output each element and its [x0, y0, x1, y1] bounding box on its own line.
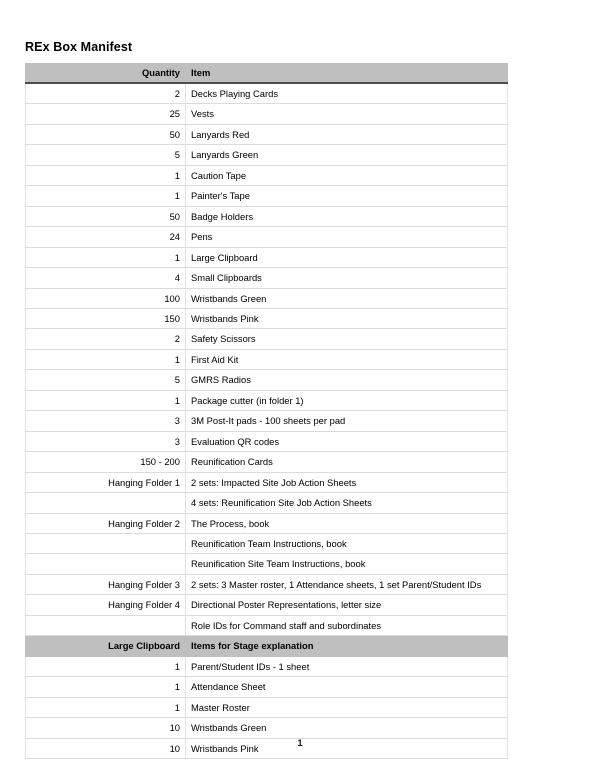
- table-row: [26, 656, 508, 676]
- cell-quantity: 2: [26, 329, 186, 349]
- table-row: [26, 370, 508, 390]
- cell-item: Wristbands Green: [186, 288, 508, 308]
- table-body: [26, 83, 508, 758]
- cell-item: Large Clipboard: [186, 247, 508, 267]
- table-row: [26, 206, 508, 226]
- column-header-item: Item: [186, 64, 508, 84]
- cell-quantity: 50: [26, 206, 186, 226]
- cell-item: 3M Post-It pads - 100 sheets per pad: [186, 411, 508, 431]
- cell-quantity: 1: [26, 186, 186, 206]
- cell-quantity: 100: [26, 288, 186, 308]
- cell-quantity: 150 - 200: [26, 452, 186, 472]
- table-row: [26, 268, 508, 288]
- cell-item: Wristbands Pink: [186, 308, 508, 328]
- cell-quantity: 2: [26, 83, 186, 104]
- table-row: [26, 718, 508, 738]
- column-header-quantity: Quantity: [26, 64, 186, 84]
- cell-item: Wristbands Pink: [186, 738, 508, 758]
- cell-quantity: 1: [26, 390, 186, 410]
- cell-item: Lanyards Green: [186, 145, 508, 165]
- cell-item: Badge Holders: [186, 206, 508, 226]
- cell-item: 4 sets: Reunification Site Job Action Sheets: [186, 493, 508, 513]
- cell-item: Reunification Site Team Instructions, book: [186, 554, 508, 574]
- cell-item: First Aid Kit: [186, 349, 508, 369]
- cell-quantity: 24: [26, 227, 186, 247]
- table-row: [26, 472, 508, 492]
- cell-quantity: 1: [26, 677, 186, 697]
- table-row: [26, 452, 508, 472]
- cell-item: Directional Poster Representations, letter size: [186, 595, 508, 615]
- cell-quantity: 3: [26, 411, 186, 431]
- cell-item: Reunification Team Instructions, book: [186, 533, 508, 553]
- cell-item: Lanyards Red: [186, 124, 508, 144]
- table-row: [26, 554, 508, 574]
- cell-quantity: 3: [26, 431, 186, 451]
- cell-item: 2 sets: 3 Master roster, 1 Attendance sheets, 1 set Parent/Student IDs: [186, 574, 508, 594]
- cell-item: Attendance Sheet: [186, 677, 508, 697]
- cell-quantity: [26, 554, 186, 574]
- table-section-row: [26, 636, 508, 656]
- cell-quantity: Hanging Folder 1: [26, 472, 186, 492]
- cell-quantity: 4: [26, 268, 186, 288]
- cell-item: Small Clipboards: [186, 268, 508, 288]
- cell-quantity: 1: [26, 697, 186, 717]
- table-row: [26, 83, 508, 104]
- cell-quantity: Hanging Folder 3: [26, 574, 186, 594]
- cell-item: Pens: [186, 227, 508, 247]
- cell-quantity: [26, 615, 186, 635]
- cell-item: Parent/Student IDs - 1 sheet: [186, 656, 508, 676]
- cell-item: Role IDs for Command staff and subordinates: [186, 615, 508, 635]
- table-row: [26, 124, 508, 144]
- table-row: [26, 533, 508, 553]
- table-row: [26, 145, 508, 165]
- cell-quantity: 1: [26, 165, 186, 185]
- table-row: [26, 247, 508, 267]
- cell-item: Wristbands Green: [186, 718, 508, 738]
- table-row: [26, 431, 508, 451]
- cell-quantity: Hanging Folder 2: [26, 513, 186, 533]
- table-row: [26, 493, 508, 513]
- table-row: [26, 104, 508, 124]
- cell-item: Master Roster: [186, 697, 508, 717]
- cell-item: Reunification Cards: [186, 452, 508, 472]
- table-row: [26, 308, 508, 328]
- table-row: [26, 227, 508, 247]
- table-row: [26, 349, 508, 369]
- cell-quantity: 5: [26, 370, 186, 390]
- cell-quantity: 1: [26, 656, 186, 676]
- cell-quantity: 50: [26, 124, 186, 144]
- cell-item: Evaluation QR codes: [186, 431, 508, 451]
- cell-quantity: 5: [26, 145, 186, 165]
- page-title: REx Box Manifest: [25, 40, 133, 54]
- table-row: [26, 513, 508, 533]
- cell-item: Vests: [186, 104, 508, 124]
- table-row: [26, 288, 508, 308]
- cell-quantity: 1: [26, 247, 186, 267]
- cell-quantity: [26, 533, 186, 553]
- cell-quantity: 10: [26, 718, 186, 738]
- table-head: [26, 64, 508, 84]
- cell-item: Decks Playing Cards: [186, 83, 508, 104]
- cell-quantity: Hanging Folder 4: [26, 595, 186, 615]
- cell-item: Painter's Tape: [186, 186, 508, 206]
- table-row: [26, 186, 508, 206]
- cell-quantity: 1: [26, 349, 186, 369]
- table-row: [26, 411, 508, 431]
- cell-item: Package cutter (in folder 1): [186, 390, 508, 410]
- cell-item: The Process, book: [186, 513, 508, 533]
- cell-item: 2 sets: Impacted Site Job Action Sheets: [186, 472, 508, 492]
- page-number: 1: [297, 738, 303, 749]
- table-header-row: [26, 64, 508, 84]
- box-manifest-table: [25, 63, 508, 759]
- cell-quantity: [26, 493, 186, 513]
- table-row: [26, 390, 508, 410]
- cell-quantity: 10: [26, 738, 186, 758]
- cell-item: Items for Stage explanation: [186, 636, 508, 656]
- table-row: [26, 574, 508, 594]
- cell-item: GMRS Radios: [186, 370, 508, 390]
- table-row: [26, 165, 508, 185]
- cell-item: Caution Tape: [186, 165, 508, 185]
- table-row: [26, 677, 508, 697]
- table-row: [26, 615, 508, 635]
- cell-item: Safety Scissors: [186, 329, 508, 349]
- cell-quantity: 25: [26, 104, 186, 124]
- table-row: [26, 595, 508, 615]
- cell-quantity: 150: [26, 308, 186, 328]
- table-row: [26, 697, 508, 717]
- cell-quantity: Large Clipboard: [26, 636, 186, 656]
- table-row: [26, 329, 508, 349]
